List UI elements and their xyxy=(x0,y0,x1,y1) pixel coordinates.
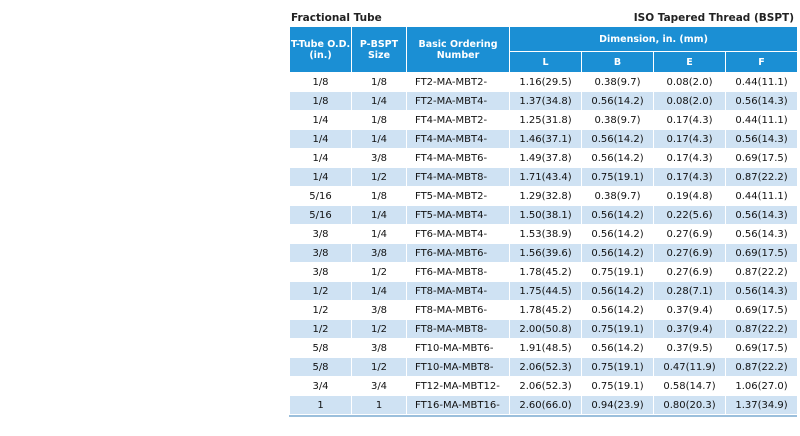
cell-dim-f: 1.06(27.0) xyxy=(726,377,798,396)
cell-ordering-number: FT6-MA-MBT8- xyxy=(407,263,510,282)
table-row xyxy=(290,111,798,130)
cell-dim-f: 0.44(11.1) xyxy=(726,111,798,130)
col-bspt-size: P-BSPT Size xyxy=(352,27,407,73)
cell-dim-b: 0.75(19.1) xyxy=(582,263,654,282)
cell-dim-e: 0.17(4.3) xyxy=(654,168,726,187)
table-row xyxy=(290,339,798,358)
cell-dim-l: 1.91(48.5) xyxy=(510,339,582,358)
table-row xyxy=(290,187,798,206)
cell-dim-b: 0.56(14.2) xyxy=(582,92,654,111)
spec-sheet xyxy=(289,6,797,417)
cell-dim-b: 0.56(14.2) xyxy=(582,130,654,149)
cell-dim-l: 1.50(38.1) xyxy=(510,206,582,225)
table-row xyxy=(290,320,798,339)
col-tube-od: T-Tube O.D. (in.) xyxy=(290,27,352,73)
cell-dim-f: 0.87(22.2) xyxy=(726,168,798,187)
cell-dim-b: 0.56(14.2) xyxy=(582,282,654,301)
col-dim-l: L xyxy=(510,52,582,73)
cell-ordering-number: FT4-MA-MBT8- xyxy=(407,168,510,187)
col-ordering-number: Basic Ordering Number xyxy=(407,27,510,73)
cell-bspt-size: 1/4 xyxy=(352,92,407,111)
cell-bspt-size: 1/2 xyxy=(352,168,407,187)
cell-dim-b: 0.75(19.1) xyxy=(582,320,654,339)
cell-bspt-size: 1 xyxy=(352,396,407,415)
cell-tube-od: 1/8 xyxy=(290,73,352,92)
cell-bspt-size: 1/4 xyxy=(352,282,407,301)
cell-ordering-number: FT4-MA-MBT6- xyxy=(407,149,510,168)
cell-dim-f: 0.56(14.3) xyxy=(726,282,798,301)
cell-dim-e: 0.08(2.0) xyxy=(654,92,726,111)
cell-bspt-size: 1/2 xyxy=(352,263,407,282)
table-bottom-rule xyxy=(289,415,797,417)
cell-dim-f: 0.69(17.5) xyxy=(726,301,798,320)
cell-dim-e: 0.47(11.9) xyxy=(654,358,726,377)
cell-ordering-number: FT4-MA-MBT4- xyxy=(407,130,510,149)
dimension-table xyxy=(289,26,798,415)
cell-bspt-size: 1/4 xyxy=(352,206,407,225)
cell-tube-od: 1 xyxy=(290,396,352,415)
cell-ordering-number: FT4-MA-MBT2- xyxy=(407,111,510,130)
cell-ordering-number: FT6-MA-MBT6- xyxy=(407,244,510,263)
cell-dim-e: 0.80(20.3) xyxy=(654,396,726,415)
cell-dim-e: 0.17(4.3) xyxy=(654,130,726,149)
cell-bspt-size: 1/4 xyxy=(352,225,407,244)
cell-dim-l: 2.60(66.0) xyxy=(510,396,582,415)
cell-bspt-size: 1/2 xyxy=(352,358,407,377)
table-row xyxy=(290,282,798,301)
cell-dim-f: 0.69(17.5) xyxy=(726,149,798,168)
table-row xyxy=(290,225,798,244)
cell-tube-od: 1/4 xyxy=(290,168,352,187)
cell-tube-od: 1/4 xyxy=(290,130,352,149)
table-row xyxy=(290,73,798,92)
cell-dim-l: 1.53(38.9) xyxy=(510,225,582,244)
cell-dim-b: 0.38(9.7) xyxy=(582,73,654,92)
cell-dim-b: 0.75(19.1) xyxy=(582,168,654,187)
title-row xyxy=(289,6,797,26)
cell-dim-f: 0.69(17.5) xyxy=(726,244,798,263)
cell-ordering-number: FT12-MA-MBT12- xyxy=(407,377,510,396)
table-row xyxy=(290,92,798,111)
cell-dim-l: 1.78(45.2) xyxy=(510,263,582,282)
cell-dim-b: 0.56(14.2) xyxy=(582,301,654,320)
cell-tube-od: 1/4 xyxy=(290,111,352,130)
cell-dim-f: 0.56(14.3) xyxy=(726,206,798,225)
cell-dim-e: 0.27(6.9) xyxy=(654,244,726,263)
cell-bspt-size: 3/8 xyxy=(352,149,407,168)
cell-dim-l: 1.46(37.1) xyxy=(510,130,582,149)
cell-dim-e: 0.17(4.3) xyxy=(654,149,726,168)
cell-dim-f: 0.44(11.1) xyxy=(726,73,798,92)
cell-bspt-size: 1/8 xyxy=(352,73,407,92)
cell-bspt-size: 1/8 xyxy=(352,187,407,206)
cell-dim-e: 0.19(4.8) xyxy=(654,187,726,206)
cell-dim-f: 0.87(22.2) xyxy=(726,320,798,339)
cell-dim-f: 0.56(14.3) xyxy=(726,92,798,111)
cell-tube-od: 1/2 xyxy=(290,301,352,320)
cell-tube-od: 1/2 xyxy=(290,282,352,301)
cell-tube-od: 3/8 xyxy=(290,225,352,244)
cell-dim-e: 0.08(2.0) xyxy=(654,73,726,92)
table-title: Fractional Tube xyxy=(291,12,382,24)
table-row xyxy=(290,377,798,396)
cell-dim-b: 0.94(23.9) xyxy=(582,396,654,415)
thread-type-title: ISO Tapered Thread (BSPT) xyxy=(633,12,794,24)
cell-dim-l: 1.78(45.2) xyxy=(510,301,582,320)
cell-dim-l: 1.71(43.4) xyxy=(510,168,582,187)
table-row xyxy=(290,130,798,149)
cell-dim-l: 1.16(29.5) xyxy=(510,73,582,92)
cell-ordering-number: FT16-MA-MBT16- xyxy=(407,396,510,415)
cell-ordering-number: FT2-MA-MBT2- xyxy=(407,73,510,92)
cell-tube-od: 5/8 xyxy=(290,358,352,377)
cell-ordering-number: FT6-MA-MBT4- xyxy=(407,225,510,244)
cell-dim-f: 0.87(22.2) xyxy=(726,358,798,377)
cell-bspt-size: 3/8 xyxy=(352,339,407,358)
cell-bspt-size: 3/8 xyxy=(352,244,407,263)
cell-dim-e: 0.28(7.1) xyxy=(654,282,726,301)
cell-dim-l: 1.56(39.6) xyxy=(510,244,582,263)
cell-ordering-number: FT10-MA-MBT8- xyxy=(407,358,510,377)
table-row xyxy=(290,301,798,320)
cell-dim-l: 1.25(31.8) xyxy=(510,111,582,130)
cell-dim-l: 2.06(52.3) xyxy=(510,377,582,396)
cell-tube-od: 1/8 xyxy=(290,92,352,111)
cell-tube-od: 5/16 xyxy=(290,187,352,206)
cell-dim-e: 0.37(9.4) xyxy=(654,320,726,339)
cell-bspt-size: 1/2 xyxy=(352,320,407,339)
cell-ordering-number: FT8-MA-MBT4- xyxy=(407,282,510,301)
cell-dim-b: 0.56(14.2) xyxy=(582,149,654,168)
cell-bspt-size: 1/8 xyxy=(352,111,407,130)
cell-dim-l: 1.49(37.8) xyxy=(510,149,582,168)
cell-dim-e: 0.37(9.4) xyxy=(654,301,726,320)
cell-dim-f: 0.69(17.5) xyxy=(726,339,798,358)
cell-ordering-number: FT8-MA-MBT6- xyxy=(407,301,510,320)
cell-dim-l: 2.06(52.3) xyxy=(510,358,582,377)
cell-dim-l: 2.00(50.8) xyxy=(510,320,582,339)
cell-bspt-size: 3/4 xyxy=(352,377,407,396)
cell-tube-od: 5/16 xyxy=(290,206,352,225)
cell-dim-l: 1.75(44.5) xyxy=(510,282,582,301)
cell-dim-b: 0.38(9.7) xyxy=(582,187,654,206)
table-row xyxy=(290,206,798,225)
cell-dim-f: 0.56(14.3) xyxy=(726,130,798,149)
table-row xyxy=(290,149,798,168)
cell-tube-od: 5/8 xyxy=(290,339,352,358)
cell-dim-b: 0.56(14.2) xyxy=(582,339,654,358)
col-dim-e: E xyxy=(654,52,726,73)
cell-tube-od: 3/8 xyxy=(290,244,352,263)
cell-dim-l: 1.37(34.8) xyxy=(510,92,582,111)
cell-bspt-size: 1/4 xyxy=(352,130,407,149)
cell-dim-f: 1.37(34.9) xyxy=(726,396,798,415)
cell-dim-b: 0.56(14.2) xyxy=(582,244,654,263)
cell-ordering-number: FT10-MA-MBT6- xyxy=(407,339,510,358)
cell-dim-e: 0.22(5.6) xyxy=(654,206,726,225)
cell-ordering-number: FT8-MA-MBT8- xyxy=(407,320,510,339)
table-body xyxy=(290,73,798,415)
cell-bspt-size: 3/8 xyxy=(352,301,407,320)
cell-dim-b: 0.56(14.2) xyxy=(582,206,654,225)
cell-dim-b: 0.75(19.1) xyxy=(582,358,654,377)
cell-dim-e: 0.17(4.3) xyxy=(654,111,726,130)
cell-dim-e: 0.37(9.5) xyxy=(654,339,726,358)
cell-dim-b: 0.56(14.2) xyxy=(582,225,654,244)
table-row xyxy=(290,358,798,377)
col-dim-b: B xyxy=(582,52,654,73)
table-row xyxy=(290,244,798,263)
cell-ordering-number: FT2-MA-MBT4- xyxy=(407,92,510,111)
cell-dim-e: 0.27(6.9) xyxy=(654,225,726,244)
cell-ordering-number: FT5-MA-MBT4- xyxy=(407,206,510,225)
table-row xyxy=(290,263,798,282)
cell-dim-e: 0.58(14.7) xyxy=(654,377,726,396)
cell-dim-l: 1.29(32.8) xyxy=(510,187,582,206)
cell-tube-od: 1/2 xyxy=(290,320,352,339)
cell-tube-od: 1/4 xyxy=(290,149,352,168)
cell-dim-b: 0.38(9.7) xyxy=(582,111,654,130)
col-dimension-group: Dimension, in. (mm) xyxy=(510,27,798,52)
cell-dim-f: 0.44(11.1) xyxy=(726,187,798,206)
cell-dim-e: 0.27(6.9) xyxy=(654,263,726,282)
cell-dim-f: 0.56(14.3) xyxy=(726,225,798,244)
table-row xyxy=(290,168,798,187)
cell-dim-f: 0.87(22.2) xyxy=(726,263,798,282)
cell-tube-od: 3/4 xyxy=(290,377,352,396)
table-header xyxy=(290,27,798,73)
cell-ordering-number: FT5-MA-MBT2- xyxy=(407,187,510,206)
col-dim-f: F xyxy=(726,52,798,73)
table-row xyxy=(290,396,798,415)
cell-dim-b: 0.75(19.1) xyxy=(582,377,654,396)
cell-tube-od: 3/8 xyxy=(290,263,352,282)
